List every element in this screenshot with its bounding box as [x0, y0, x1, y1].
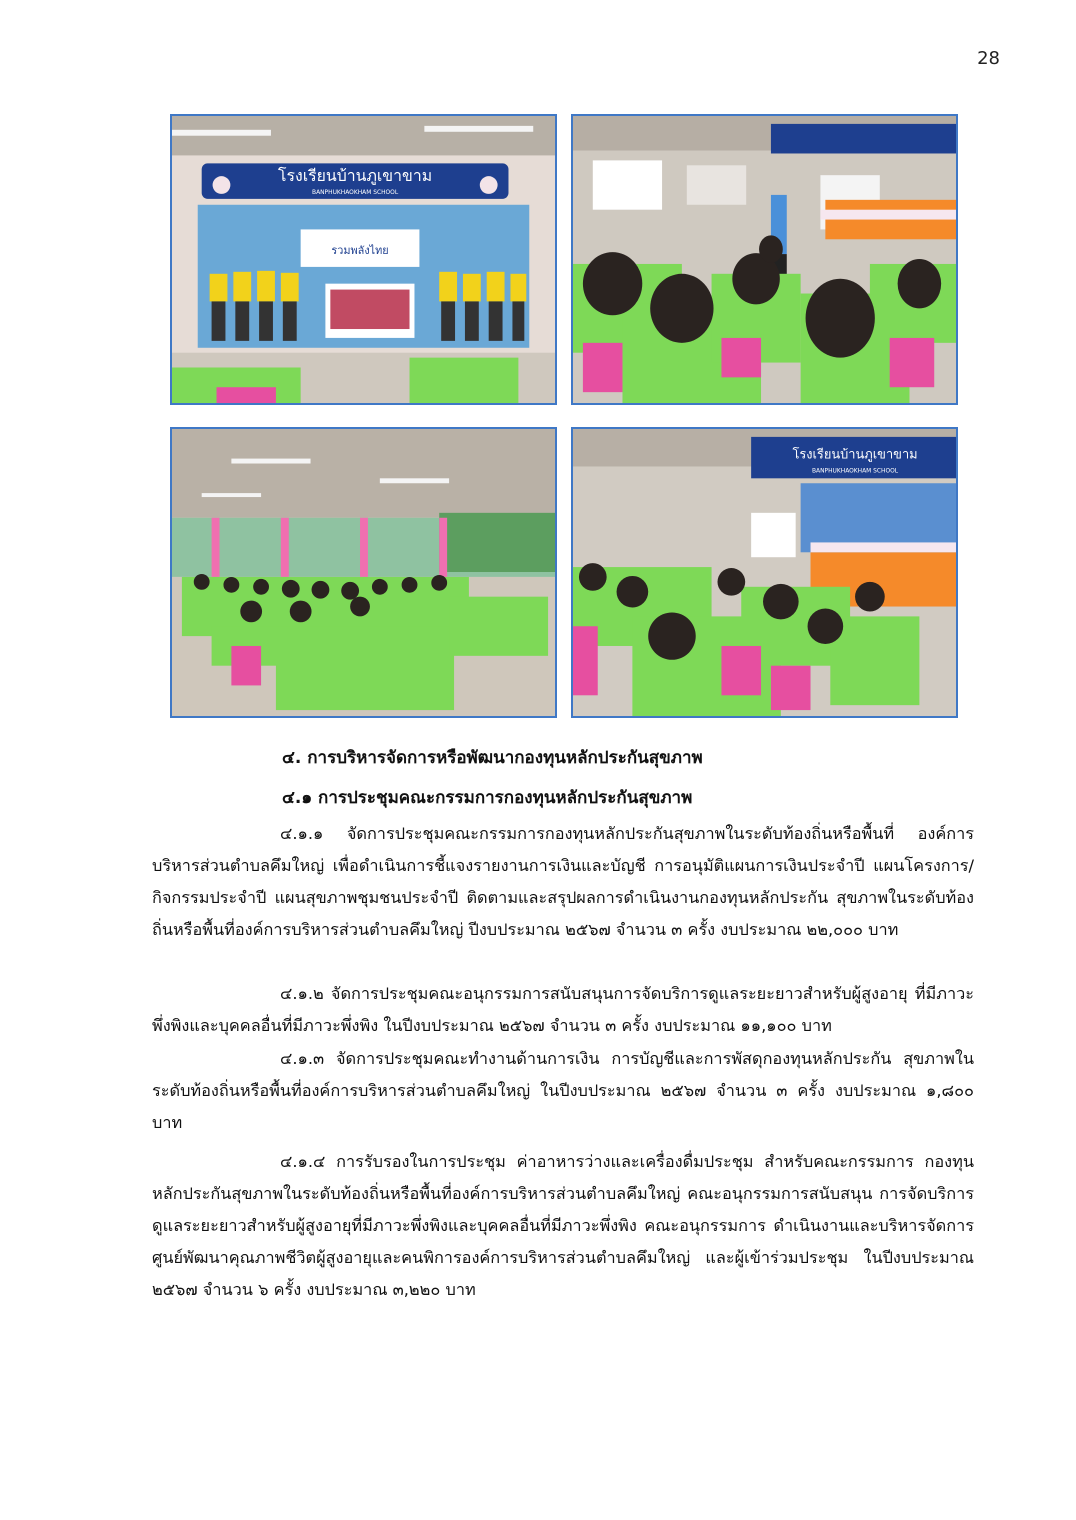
banner-sub-text: BANPHUKHAOKHAM SCHOOL	[811, 468, 899, 475]
paragraph-4-1-4: ๔.๑.๔ การรับรองในการประชุม ค่าอาหารว่างและเครื่องดื่มประชุม สำหรับคณะกรรมการ กองทุนหลักประกันสุขภาพในระดับท้องถิ่นหรือพื้นที่องค์การบริหารส่วนตำบลคึมใหญ่ คณะอนุกรรมการสนับสนุน การจัดบริการดูแลระยะยาวสำหรับผู้สูงอายุที่มีภาวะพึ่งพิงและบุคคลอื่นที่มีภาวะพึ่งพิง คณะอนุกรรมการ ดำเนินงานและบริหารจัดการศูนย์พัฒนาคุณภาพชีวิตผู้สูงอายุและคนพิการองค์การบริหารส่วนตำบลคึมใหญ่ และผู้เข้าร่วมประชุม ในปีงบประมาณ ๒๕๖๗ จำนวน ๖ ครั้ง งบประมาณ ๓,๒๒๐ บาท	[152, 1152, 974, 1299]
banner-text: โรงเรียนบ้านภูเขาขาม	[278, 166, 433, 186]
photo-presenter-audience	[571, 114, 958, 405]
photo-audience-stage	[571, 427, 958, 718]
photo-seated-audience	[170, 427, 557, 718]
photo-group-banner	[170, 114, 557, 405]
section-subheading: ๔.๑ การประชุมคณะกรรมการกองทุนหลักประกันสุขภาพ	[282, 788, 693, 808]
paragraph-4-1-3: ๔.๑.๓ จัดการประชุมคณะทำงานด้านการเงิน การบัญชีและการพัสดุกองทุนหลักประกัน สุขภาพในระดับท้องถิ่นหรือพื้นที่องค์การบริหารส่วนตำบลคึมใหญ่ ในปีงบประมาณ ๒๕๖๗ จำนวน ๓ ครั้ง งบประมาณ ๑,๘๐๐ บาท	[152, 1049, 974, 1132]
paragraph-4-1-1: ๔.๑.๑ จัดการประชุมคณะกรรมการกองทุนหลักประกันสุขภาพในระดับท้องถิ่นหรือพื้นที่ องค์การบริหารส่วนตำบลคึมใหญ่ เพื่อดำเนินการชี้แจงรายงานการเงินและบัญชี การอนุมัติแผนการเงินประจำปี แผนโครงการ/กิจกรรมประจำปี แผนสุขภาพชุมชนประจำปี ติดตามและสรุปผลการดำเนินงานกองทุนหลักประกัน สุขภาพในระดับท้องถิ่นหรือพื้นที่องค์การบริหารส่วนตำบลคึมใหญ่ ปีงบประมาณ ๒๕๖๗ จำนวน ๓ ครั้ง งบประมาณ ๒๒,๐๐๐ บาท	[152, 824, 974, 939]
section-heading: ๔. การบริหารจัดการหรือพัฒนากองทุนหลักประกันสุขภาพ	[282, 748, 703, 768]
sign-text: รวมพลังไทย	[331, 244, 389, 258]
banner-sub-text: BANPHUKHAOKHAM SCHOOL	[312, 189, 399, 196]
banner-text: โรงเรียนบ้านภูเขาขาม	[792, 447, 918, 463]
page-number: 28	[977, 48, 1000, 69]
paragraph-4-1-2: ๔.๑.๒ จัดการประชุมคณะอนุกรรมการสนับสนุนการจัดบริการดูแลระยะยาวสำหรับผู้สูงอายุ ที่มีภาวะพึ่งพิงและบุคคลอื่นที่มีภาวะพึ่งพิง ในปีงบประมาณ ๒๕๖๗ จำนวน ๓ ครั้ง งบประมาณ ๑๑,๑๐๐ บาท	[152, 984, 974, 1035]
